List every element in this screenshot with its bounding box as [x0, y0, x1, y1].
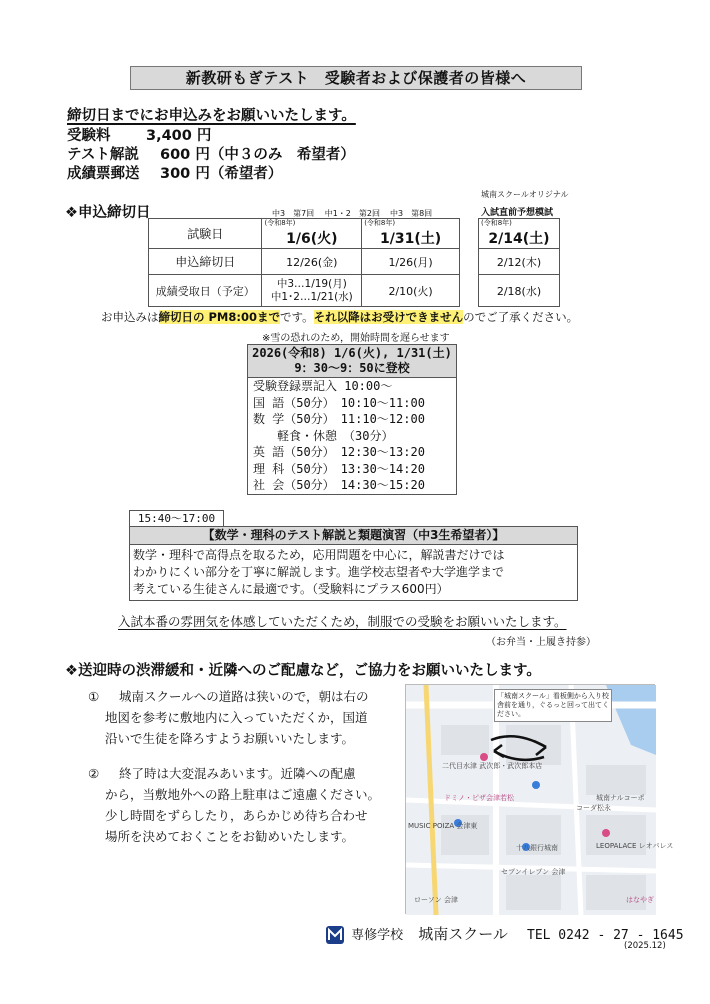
- item1-line: 沿いで生徒を降ろすようお願いいたします。: [105, 731, 355, 746]
- map-label: セブンイレブン 会津: [501, 868, 566, 876]
- schedule-row: 社 会（50分） 14:30〜15:20: [253, 478, 425, 492]
- map-callout: 「城南スクール」看板側から入り校舎前を通り，ぐるっと回って出てください。: [494, 689, 612, 722]
- traffic-heading: ❖送迎時の渋滞緩和・近隣へのご配慮など，ご協力をお願いいたします。: [65, 663, 541, 679]
- row-label-apply: 申込締切日: [149, 249, 262, 275]
- deadline-table: [148, 218, 460, 307]
- item2-line: 終了時は大変混みあいます。近隣への配慮: [119, 766, 356, 781]
- schedule-row: 理 科（50分） 13:30〜14:20: [253, 461, 425, 476]
- map-label: はなやぎ: [626, 896, 654, 904]
- exam-date-2: [362, 219, 460, 249]
- map-label: 二代目水津 武次郎・武次郎本店: [442, 762, 543, 770]
- apply-date-2: 1/26(月): [362, 249, 460, 275]
- explanation-line: 数学・理科で高得点を取るため，応用問題を中心に，解説書だけでは: [133, 548, 505, 562]
- apply-date-1: 12/26(金): [262, 249, 362, 275]
- schedule-row: 国 語（50分） 10:10〜11:00: [253, 395, 425, 410]
- item2-line: 場所を決めておくことをお勧めいたします。: [105, 829, 355, 844]
- note-mid: です。: [279, 310, 314, 324]
- mail-value: 300 円（希望者）: [160, 166, 283, 182]
- row-label-result: 成績受取日（予定）: [149, 275, 262, 307]
- exam-date-1: [262, 219, 362, 249]
- col2-caption: 中3 第8回: [390, 209, 433, 218]
- result-date-3: 2/18(水): [479, 275, 560, 307]
- school-name: 城南スクール: [418, 925, 508, 943]
- school-logo-icon: [326, 926, 344, 944]
- map-label: 十八銀行城南: [516, 844, 558, 852]
- explanation-line: わかりにくい部分を丁寧に解説します。進学校志望者や大学進学まで: [133, 565, 505, 579]
- exam-date-3-value: 2/14(土): [488, 231, 550, 247]
- col3-caption-1: 城南スクールオリジナル: [481, 190, 569, 199]
- map-label: ローソン 会津: [414, 896, 458, 904]
- map-label: コーダ松永: [576, 804, 611, 812]
- exam-date-3: [479, 219, 560, 249]
- uniform-note: 入試本番の雰囲気を体感していただくため，制服での受験をお願いいたします。: [118, 614, 567, 629]
- explanation-body: [130, 545, 577, 600]
- original-exam-table: [478, 218, 560, 307]
- explanation-head: 【数学・理科のテスト解説と類題演習（中3生希望者）】: [130, 527, 577, 545]
- schedule-row: 英 語（50分） 12:30〜13:20: [253, 445, 425, 459]
- result-date-1-line2: 中1･2…1/21(水): [270, 290, 353, 303]
- result-date-1: [262, 275, 362, 307]
- note-highlight-1: 締切日の PM8:00まで: [158, 310, 280, 324]
- mail-label: 成績票郵送: [67, 166, 140, 182]
- schedule-head: [248, 345, 456, 378]
- item1-line: 地図を参考に敷地内に入っていただくか，国道: [105, 710, 368, 725]
- explanation-box: [129, 526, 578, 601]
- note-before: お申込みは: [101, 310, 159, 324]
- schedule-row: 数 学（50分） 11:10〜12:00: [253, 412, 425, 426]
- map-label: ドミノ・ピザ会津若松: [444, 794, 514, 802]
- item2-line: 少し時間をずらしたり，あらかじめ待ち合わせ: [105, 808, 368, 823]
- deadline-note: [101, 309, 578, 325]
- map-label: 城南ナルコーポ: [596, 794, 645, 802]
- note-after: のでご了承ください。: [463, 310, 579, 324]
- item2-num: ②: [88, 766, 100, 781]
- col1-caption: 中3 第7回 中1・2 第2回: [272, 209, 380, 218]
- snow-note: ※雪の恐れのため，開始時間を遅らせます: [262, 333, 450, 344]
- era-label: (令和8年): [264, 219, 296, 227]
- item1-line: 城南スクールへの道路は狭いので，朝は右の: [119, 689, 369, 704]
- school-prefix: 専修学校: [351, 928, 404, 943]
- schedule-head-line2: 9：30〜9：50に登校: [294, 361, 410, 375]
- explanation-time: 15:40〜17:00: [129, 510, 224, 527]
- map-label: MUSIC POIZA 会津東: [408, 822, 478, 830]
- schedule-box: [247, 344, 457, 495]
- schedule-row: 軽食・休憩 （30分）: [253, 428, 394, 443]
- era-label: (令和8年): [481, 219, 512, 227]
- era-label: (令和8年): [364, 219, 396, 227]
- schedule-row: 受験登録票記入 10:00〜: [253, 379, 393, 393]
- item1-text: [105, 686, 369, 749]
- item2-text: [105, 763, 380, 847]
- result-date-1-line1: 中3…1/19(月): [276, 277, 347, 290]
- col3-caption-2: 入試直前予想模試: [481, 208, 554, 218]
- fee-value: 3,400 円: [146, 128, 212, 144]
- exam-date-1-value: 1/6(火): [286, 231, 338, 247]
- fee-label: 受験料: [67, 128, 111, 144]
- explain-value: 600 円（中３のみ 希望者）: [160, 147, 355, 163]
- item2-line: から，当敷地外への路上駐車はご遠慮ください。: [105, 787, 381, 802]
- intro-heading: 締切日までにお申込みをお願いいたします。: [67, 108, 356, 124]
- note-highlight-2: それ以降はお受けできません: [313, 310, 464, 324]
- explain-label: テスト解説: [67, 147, 139, 163]
- deadline-heading: ❖申込締切日: [65, 205, 151, 221]
- access-map: [405, 684, 674, 914]
- exam-date-2-value: 1/31(土): [380, 231, 442, 247]
- school-tel: TEL 0242 - 27 - 1645: [527, 928, 684, 943]
- row-label-exam: 試験日: [149, 219, 262, 249]
- item1-num: ①: [88, 689, 100, 704]
- apply-date-3: 2/12(木): [479, 249, 560, 275]
- result-date-2: 2/10(火): [362, 275, 460, 307]
- footer-date: (2025.12): [624, 941, 666, 951]
- schedule-head-line1: 2026(令和8) 1/6(火), 1/31(土): [252, 346, 452, 360]
- lunch-note: （お弁当・上履き持参）: [486, 637, 596, 648]
- page-title: 新教研もぎテスト 受験者および保護者の皆様へ: [130, 66, 582, 90]
- map-label: LEOPALACE レオパレス: [596, 842, 674, 850]
- explanation-line: 考えている生徒さんに最適です。（受験料にプラス600円）: [133, 582, 449, 596]
